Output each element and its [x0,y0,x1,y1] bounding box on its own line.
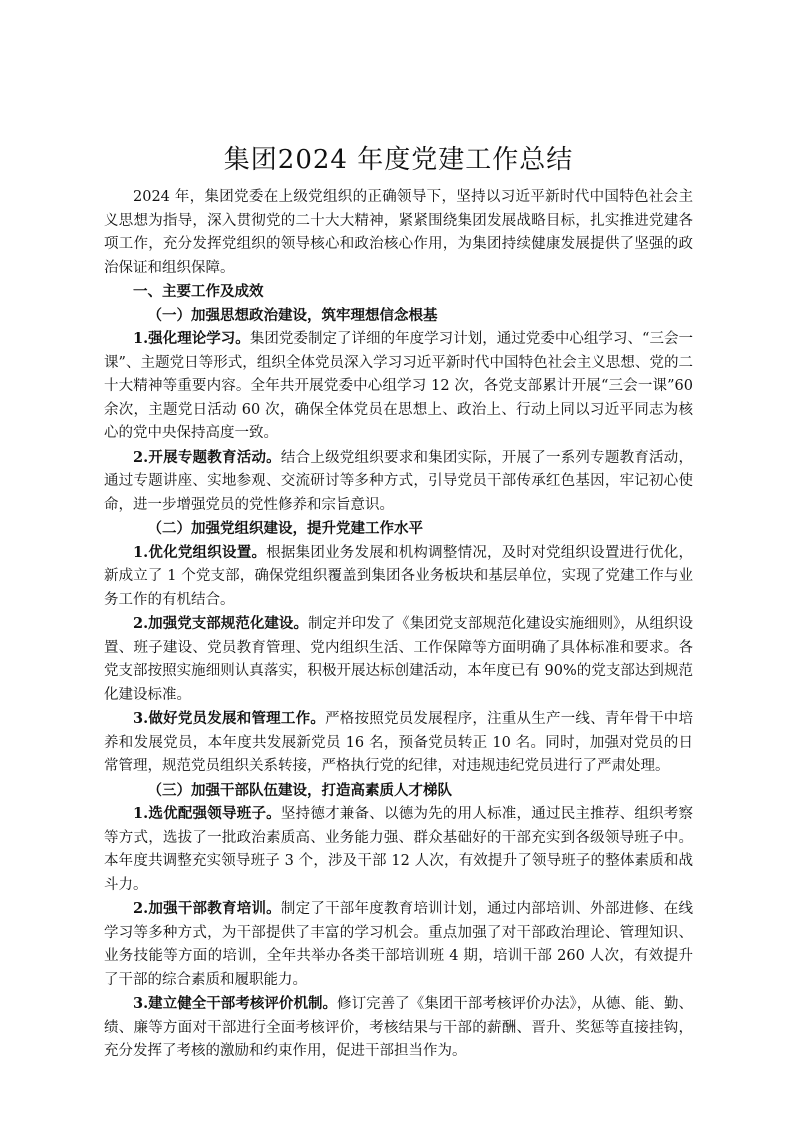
paragraph-text: 根据集团业务发展和机构调整情况，及时对党组织设置进行优化，新成立了 1 个党支部，确保党组织覆盖到集团各业务板块和基层单位，实现了党建工作与业务工作的有机结合。 [104,544,693,608]
paragraph-text: 制定并印发了《集团党支部规范化建设实施细则》，从组织设置、班子建设、党员教育管理、党内组织生活、工作保障等方面明确了具体标准和要求。各党支部按照实施细则认真落实，积极开展达标创建活动，本年度已有 90%的党支部达到规范化建设标准。 [104,616,694,703]
paragraph [104,446,693,518]
paragraph-lead: 2.开展专题教育活动。 [133,448,281,466]
paragraph [104,992,693,1064]
document-title: 集团2024 年度党建工作总结 [223,145,574,175]
paragraph-text: 结合上级党组织要求和集团实际，开展了一系列专题教育活动，通过专题讲座、实地参观、交流研讨等多种方式，引导党员干部传承红色基因，牢记初心使命，进一步增强党员的党性修养和宗旨意识。 [104,449,694,513]
paragraph [104,897,693,992]
paragraph-lead: 1.强化理论学习。 [133,330,250,347]
paragraph-lead: 1.优化党组织设置。 [133,543,267,561]
subsection-heading: （三）加强干部队伍建设，打造高素质人才梯队 [147,781,452,799]
paragraph [104,327,693,446]
paragraph-lead: 1.选优配强领导班子。 [133,805,281,822]
paragraph-lead: 2.加强干部教育培训。 [133,900,281,917]
paragraph [104,541,693,613]
paragraph-lead: 2.加强党支部规范化建设。 [133,615,308,632]
paragraph-lead: 3.建立健全干部考核评价机制。 [133,995,338,1012]
section-heading: 一、主要工作及成效 [133,283,264,300]
subsection-heading: （二）加强党组织建设，提升党建工作水平 [147,520,423,537]
paragraph [104,707,693,779]
subsection-heading: （一）加强思想政治建设，筑牢理想信念根基 [147,306,438,324]
intro-paragraph: 2024 年，集团党委在上级党组织的正确领导下，坚持以习近平新时代中国特色社会主义思想为指导，深入贯彻党的二十大大精神，紧紧围绕集团发展战略目标，扎实推进党建各项工作，充分发挥党组织的领导核心和政治核心作用，为集团持续健康发展提供了坚强的政治保证和组织保障。 [104,189,693,276]
paragraph-text: 制定了干部年度教育培训计划，通过内部培训、外部进修、在线学习等多种方式，为干部提供了丰富的学习机会。重点加强了对干部政治理论、管理知识、业务技能等方面的培训，全年共举办各类干部培训班 4 期，培训干部 260 人次，有效提升了干部的综合素质和履职能力。 [104,901,694,988]
paragraph-text: 坚持德才兼备、以德为先的用人标准，通过民主推荐、组织考察等方式，选拔了一批政治素质高、业务能力强、群众基础好的干部充实到各级领导班子中。本年度共调整充实领导班子 3 个，涉及干部 12 人次，有效提升了领导班子的整体素质和战斗力。 [104,806,694,893]
paragraph-text: 严格按照党员发展程序，注重从生产一线、青年骨干中培养和发展党员，本年度共发展新党员 16 名，预备党员转正 10 名。同时，加强对党员的日常管理，规范党员组织关系转接，严格执行党的纪律，对违规违纪党员进行了严肃处理。 [104,711,693,774]
paragraph-text: 修订完善了《集团干部考核评价办法》，从德、能、勤、绩、廉等方面对干部进行全面考核评价，考核结果与干部的薪酬、晋升、奖惩等直接挂钩，充分发挥了考核的激励和约束作用，促进干部担当作为。 [104,996,693,1059]
paragraph-lead: 3.做好党员发展和管理工作。 [133,710,326,727]
paragraph [104,612,693,707]
paragraph-text: 集团党委制定了详细的年度学习计划，通过党委中心组学习、“三会一课”、主题党日等形式，组织全体党员深入学习习近平新时代中国特色社会主义思想、党的二十大精神等重要内容。全年共开展党委中心组学习 12 次，各党支部累计开展“三会一课”60 余次，主题党日活动 60 次，确保全体党员在思想上、政治上、行动上同以习近平同志为核心的党中央保持高度一致。 [104,331,693,441]
paragraph [104,802,693,897]
